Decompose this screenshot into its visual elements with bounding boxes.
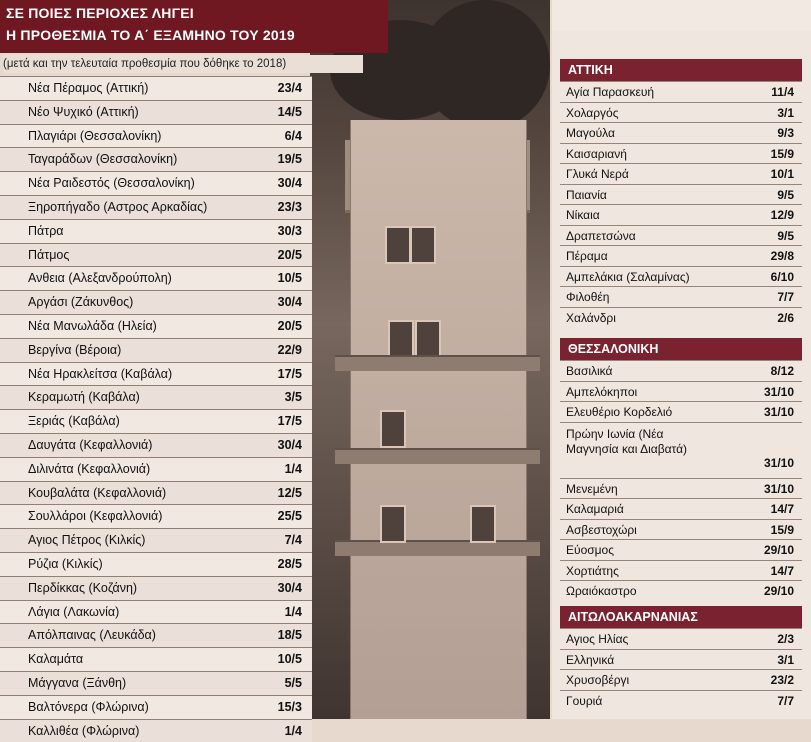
table-row	[0, 338, 312, 362]
deadline-date: 10/1	[770, 167, 794, 181]
area-name: Μάγγανα (Ξάνθη)	[28, 675, 127, 690]
area-name: Γλυκά Νερά	[566, 167, 629, 181]
table-row	[0, 243, 312, 267]
list-item	[560, 628, 802, 650]
table-row	[0, 647, 312, 671]
table-row	[0, 76, 312, 100]
deadline-date: 3/1	[777, 105, 794, 120]
deadline-date: 30/4	[277, 295, 302, 310]
deadline-date: 10/5	[277, 652, 302, 667]
list-item	[560, 143, 802, 165]
area-name: Βεργίνα (Βέροια)	[28, 342, 122, 357]
section-header-attiki: ΑΤΤΙΚΗ	[560, 59, 802, 81]
table-row	[0, 100, 312, 124]
deadline-date: 1/4	[284, 461, 302, 476]
area-name: Νίκαια	[566, 208, 600, 222]
table-row	[0, 409, 312, 433]
table-row	[0, 481, 312, 505]
deadline-date: 25/5	[277, 509, 302, 524]
list-item	[560, 122, 802, 144]
area-name: Γουριά	[566, 693, 603, 708]
area-name: Απόλπαινας (Λευκάδα)	[28, 628, 156, 643]
list-item	[560, 163, 802, 185]
deadline-date: 29/10	[763, 543, 794, 557]
table-row	[0, 314, 312, 338]
area-name: Διλινάτα (Κεφαλλονιά)	[28, 461, 151, 476]
list-item	[560, 245, 802, 267]
deadline-date: 17/5	[277, 366, 302, 381]
area-name: Πρώην Ιωνία (Νέα Μαγνησία και Διαβατά)	[566, 426, 688, 456]
table-row	[0, 719, 312, 742]
table-row	[0, 600, 312, 624]
section-header-aitoloakarnania: ΑΙΤΩΛΟΑΚΑΡΝΑΝΙΑΣ	[560, 606, 802, 628]
deadline-date: 29/8	[770, 249, 794, 263]
area-name: Καλαμαριά	[566, 502, 624, 516]
deadline-date: 12/9	[770, 208, 794, 222]
list-item	[560, 307, 802, 329]
area-name: Κεραμωτή (Καβάλα)	[28, 390, 140, 405]
table-row	[0, 362, 312, 386]
area-name: Καλαμάτα	[28, 652, 84, 667]
area-name: Δαυγάτα (Κεφαλλονιά)	[28, 437, 153, 452]
area-name: Βασιλικά	[566, 364, 613, 378]
area-name: Αμπελάκια (Σαλαμίνας)	[566, 269, 690, 284]
area-name: Αργάσι (Ζάκυνθος)	[28, 295, 134, 310]
deadline-date: 31/10	[763, 405, 794, 419]
area-name: Μαγούλα	[566, 126, 615, 140]
deadline-date: 2/6	[777, 310, 794, 325]
area-name: Εύοσμος	[566, 543, 615, 557]
deadline-date: 11/4	[771, 85, 794, 99]
deadline-date: 15/9	[770, 522, 794, 537]
deadline-date: 20/5	[277, 318, 302, 333]
right-panel	[552, 0, 811, 719]
list-item	[560, 422, 802, 479]
table-row	[0, 385, 312, 409]
deadline-date: 30/4	[277, 437, 302, 452]
area-name: Κουβαλάτα (Κεφαλλονιά)	[28, 485, 167, 500]
deadline-date: 7/7	[777, 693, 794, 708]
list-item	[560, 478, 802, 500]
deadline-date: 30/3	[277, 223, 302, 238]
area-name: Δραπετσώνα	[566, 228, 636, 243]
table-row	[0, 504, 312, 528]
area-name: Νέα Ραιδεστός (Θεσσαλονίκη)	[28, 176, 195, 191]
deadline-date: 9/5	[777, 187, 794, 202]
deadline-date: 9/3	[777, 126, 794, 140]
building-photo	[310, 0, 550, 719]
table-row	[0, 266, 312, 290]
table-row	[0, 290, 312, 314]
deadline-date: 5/5	[284, 675, 302, 690]
area-name: Χαλάνδρι	[566, 310, 616, 325]
deadline-date: 1/4	[284, 723, 302, 738]
area-name: Αγία Παρασκευή	[566, 85, 655, 99]
area-name: Χορτιάτης	[566, 563, 619, 578]
deadline-date: 7/7	[777, 290, 794, 304]
list-item	[560, 401, 802, 423]
area-name: Χολαργός	[566, 105, 619, 120]
list-item	[560, 560, 802, 582]
area-name: Βαλτόνερα (Φλώρινα)	[28, 699, 149, 714]
deadline-date: 3/1	[777, 652, 794, 667]
table-row	[0, 576, 312, 600]
list-item	[560, 381, 802, 403]
area-name: Καισαριανή	[566, 146, 627, 161]
deadline-date: 31/10	[763, 384, 794, 399]
deadline-date: 19/5	[277, 152, 302, 167]
title-line-2: Η ΠΡΟΘΕΣΜΙΑ ΤΟ Α΄ ΕΞΑΜΗΝΟ ΤΟΥ 2019	[6, 27, 295, 43]
area-name: Νέο Ψυχικό (Αττική)	[28, 104, 139, 119]
area-name: Πάτμος	[28, 247, 70, 262]
deadline-date: 14/7	[770, 502, 794, 516]
subtitle: (μετά και την τελευταία προθεσμία που δόθηκε το 2018)	[3, 55, 363, 73]
deadline-date: 30/4	[277, 580, 302, 595]
deadline-date: 15/9	[770, 146, 794, 161]
area-name: Ελευθέριο Κορδελιό	[566, 405, 673, 419]
left-deadline-table	[0, 76, 312, 742]
area-name: Καλλιθέα (Φλώρινα)	[28, 723, 140, 738]
deadline-date: 10/5	[277, 271, 302, 286]
list-item	[560, 225, 802, 247]
list-item	[560, 204, 802, 226]
section-header-thessaloniki: ΘΕΣΣΑΛΟΝΙΚΗ	[560, 338, 802, 360]
area-name: Φιλοθέη	[566, 290, 610, 304]
table-row	[0, 171, 312, 195]
deadline-date: 14/7	[770, 563, 794, 578]
table-row	[0, 219, 312, 243]
deadline-date: 2/3	[777, 632, 794, 646]
area-name: Ανθεια (Αλεξανδρούπολη)	[28, 271, 172, 286]
deadline-date: 6/4	[284, 128, 302, 143]
area-name: Ελληνικά	[566, 652, 615, 667]
deadline-date: 30/4	[277, 176, 302, 191]
deadline-date: 31/10	[763, 455, 794, 470]
area-name: Αμπελόκηποι	[566, 384, 638, 399]
list-item	[560, 81, 802, 103]
deadline-date: 3/5	[284, 390, 302, 405]
deadline-date: 18/5	[277, 628, 302, 643]
list-item	[560, 360, 802, 382]
deadline-date: 23/3	[277, 199, 302, 214]
area-name: Πάτρα	[28, 223, 64, 238]
deadline-date: 6/10	[770, 269, 794, 284]
deadline-date: 1/4	[284, 604, 302, 619]
deadline-date: 23/2	[770, 673, 794, 687]
area-name: Πλαγιάρι (Θεσσαλονίκη)	[28, 128, 162, 143]
area-name: Ασβεστοχώρι	[566, 522, 637, 537]
table-row	[0, 623, 312, 647]
area-name: Χρυσοβέργι	[566, 673, 630, 687]
title-banner	[0, 0, 388, 53]
table-row	[0, 695, 312, 719]
area-name: Περδίκκας (Κοζάνη)	[28, 580, 138, 595]
deadline-date: 9/5	[777, 228, 794, 243]
area-name: Πέραμα	[566, 249, 608, 263]
area-name: Παιανία	[566, 187, 607, 202]
deadline-date: 28/5	[277, 556, 302, 571]
deadline-date: 31/10	[763, 481, 794, 496]
table-row	[0, 552, 312, 576]
area-name: Λάγια (Λακωνία)	[28, 604, 120, 619]
deadline-date: 7/4	[284, 533, 302, 548]
area-name: Νέα Μανωλάδα (Ηλεία)	[28, 318, 157, 333]
area-name: Μενεμένη	[566, 481, 618, 496]
list-item	[560, 184, 802, 206]
list-item	[560, 649, 802, 671]
deadline-date: 14/5	[277, 104, 302, 119]
area-name: Ξηροπήγαδο (Αστρος Αρκαδίας)	[28, 199, 208, 214]
title-line-1: ΣΕ ΠΟΙΕΣ ΠΕΡΙΟΧΕΣ ΛΗΓΕΙ	[6, 5, 194, 21]
area-name: Αγιος Πέτρος (Κιλκίς)	[28, 533, 146, 548]
area-name: Νέα Ηρακλείτσα (Καβάλα)	[28, 366, 173, 381]
table-row	[0, 433, 312, 457]
list-item	[560, 539, 802, 561]
area-name: Νέα Πέραμος (Αττική)	[28, 81, 149, 95]
list-item	[560, 266, 802, 288]
list-item	[560, 102, 802, 124]
table-row	[0, 195, 312, 219]
deadline-date: 22/9	[277, 342, 302, 357]
table-row	[0, 147, 312, 171]
list-item	[560, 580, 802, 602]
list-item	[560, 519, 802, 541]
deadline-date: 15/3	[277, 699, 302, 714]
table-row	[0, 124, 312, 148]
list-item	[560, 498, 802, 520]
deadline-date: 8/12	[770, 364, 794, 378]
deadline-date: 17/5	[277, 414, 302, 429]
table-row	[0, 671, 312, 695]
table-row	[0, 457, 312, 481]
list-item	[560, 690, 802, 712]
area-name: Ξεριάς (Καβάλα)	[28, 414, 120, 429]
list-item	[560, 286, 802, 308]
list-item	[560, 669, 802, 691]
deadline-date: 12/5	[277, 485, 302, 500]
area-name: Σουλλάροι (Κεφαλλονιά)	[28, 509, 163, 524]
area-name: Αγιος Ηλίας	[566, 632, 629, 646]
area-name: Ταγαράδων (Θεσσαλονίκη)	[28, 152, 178, 167]
area-name: Ρύζια (Κιλκίς)	[28, 556, 103, 571]
deadline-date: 23/4	[277, 81, 302, 95]
area-name: Ωραιόκαστρο	[566, 584, 637, 598]
table-row	[0, 528, 312, 552]
deadline-date: 29/10	[763, 584, 794, 598]
deadline-date: 20/5	[277, 247, 302, 262]
